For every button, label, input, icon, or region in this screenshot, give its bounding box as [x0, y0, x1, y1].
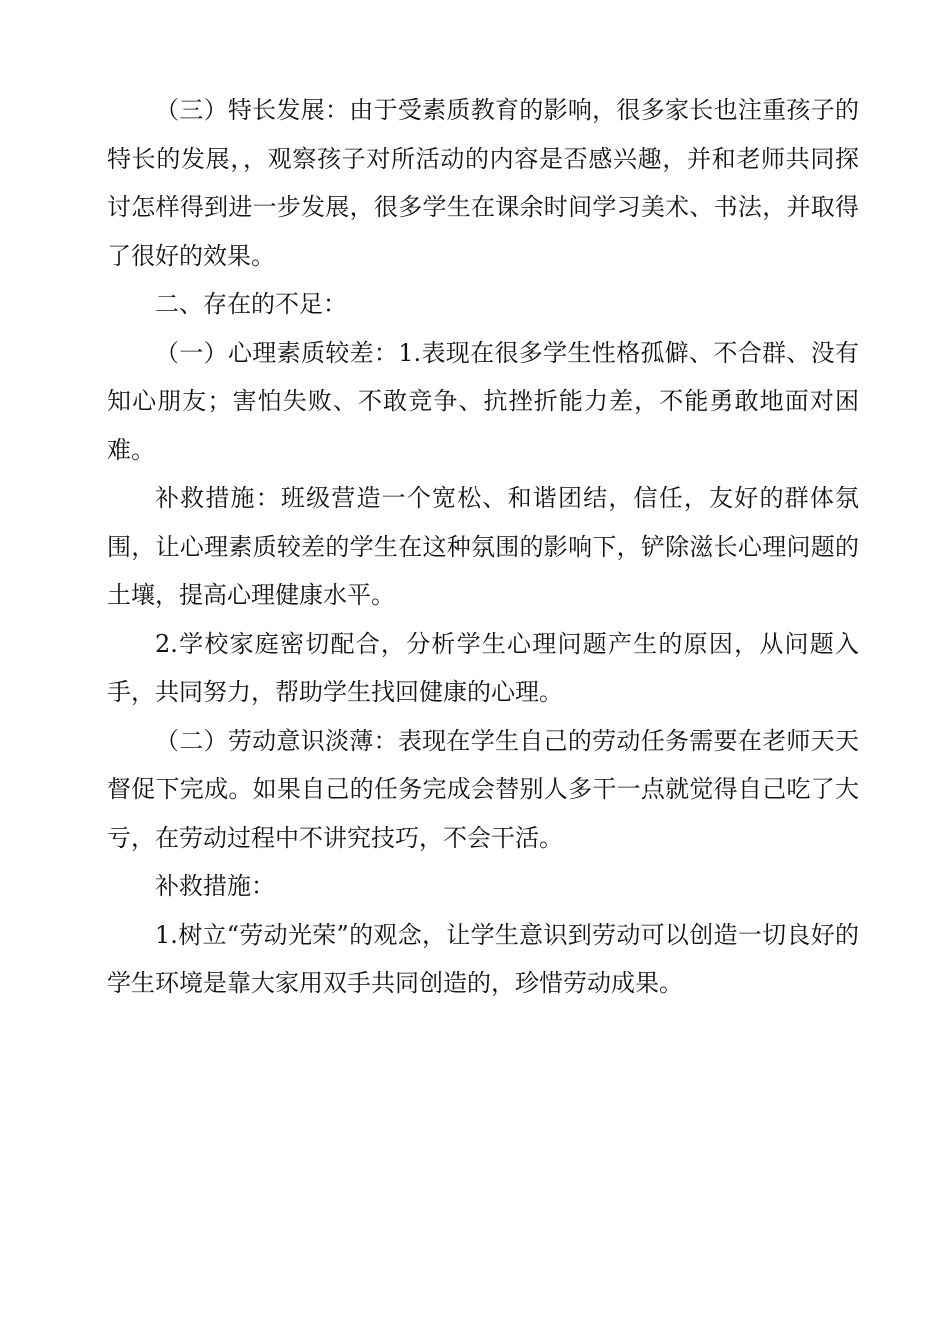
- paragraph-labor-honor: 1.树立“劳动光荣”的观念，让学生意识到劳动可以创造一切良好的学生环境是靠大家用双手共同创造的，珍惜劳动成果。: [107, 920, 859, 997]
- paragraph-remedial-measures-1: 补救措施：班级营造一个宽松、和谐团结，信任，友好的群体氛围，让心理素质较差的学生在这种氛围的影响下，铲除滋长心理问题的土壤，提高心理健康水平。: [107, 484, 859, 609]
- document-body: [107, 86, 859, 1008]
- paragraph-school-family-cooperation: 2.学校家庭密切配合，分析学生心理问题产生的原因，从问题入手，共同努力，帮助学生找回健康的心理。: [107, 629, 859, 706]
- heading-remedial-measures-2: 补救措施：: [155, 872, 275, 900]
- heading-shortcomings: 二、存在的不足：: [155, 290, 347, 318]
- paragraph-labor-awareness: （二）劳动意识淡薄：表现在学生自己的劳动任务需要在老师天天督促下完成。如果自己的任务完成会替别人多干一点就觉得自己吃了大亏，在劳动过程中不讲究技巧，不会干活。: [107, 726, 859, 852]
- paragraph-specialty-development: （三）特长发展：由于受素质教育的影响，很多家长也注重孩子的特长的发展，，观察孩子对所活动的内容是否感兴趣，并和老师共同探讨怎样得到进一步发展，很多学生在课余时间学习美术、书法，并取得了很好的效果。: [107, 96, 859, 270]
- paragraph-psychological-quality: （一）心理素质较差：1.表现在很多学生性格孤僻、不合群、没有知心朋友；害怕失败、不敢竞争、抗挫折能力差，不能勇敢地面对困难。: [107, 338, 859, 464]
